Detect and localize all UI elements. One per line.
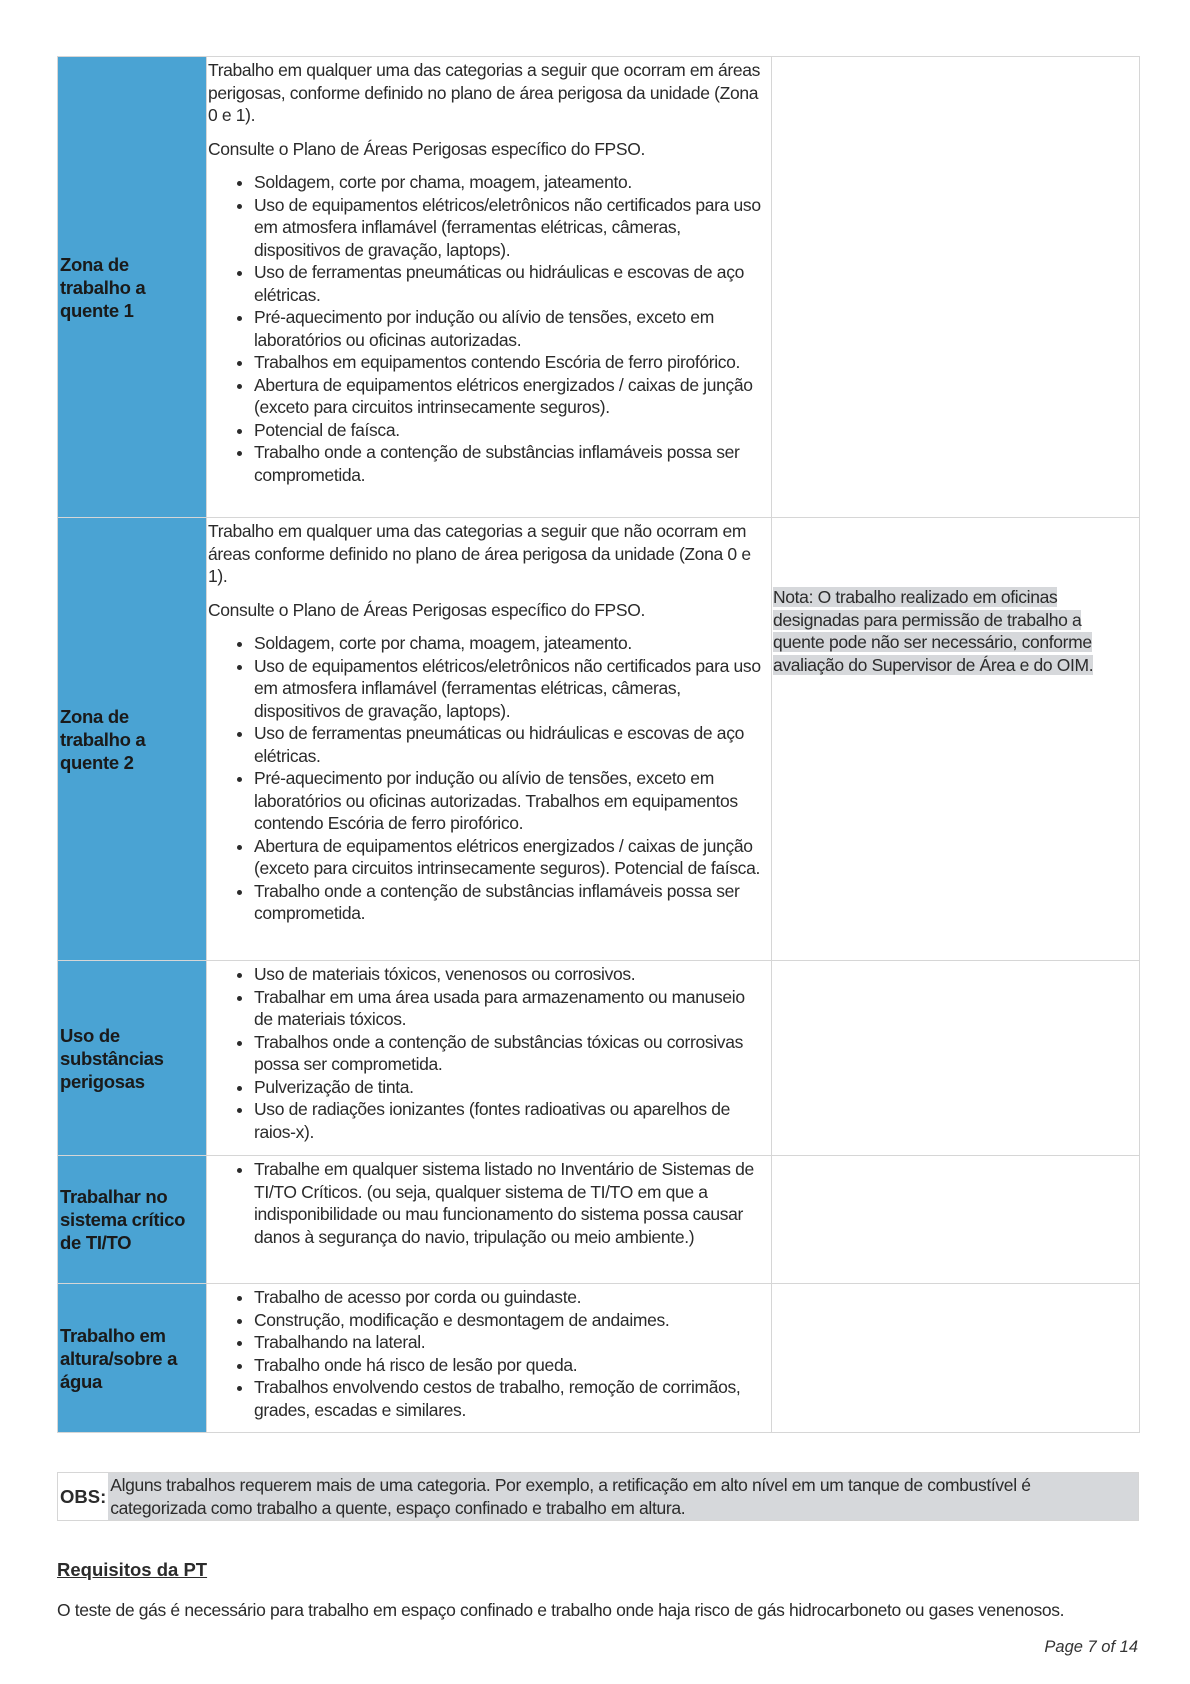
list-item: • Soldagem, corte por chama, moagem, jateamento. [254,632,767,655]
list-item: • Abertura de equipamentos elétricos energizados / caixas de junção (exceto para circuitos intrinsecamente seguros). [254,374,767,419]
work-category-table [57,56,1140,1433]
list-item: • Trabalhos onde a contenção de substâncias tóxicas ou corrosivas possa ser comprometida. [254,1031,767,1076]
list-item: • Trabalho de acesso por corda ou guindaste. [254,1286,767,1309]
obs-box [57,1472,1139,1521]
list-item: • Potencial de faísca. [254,419,767,442]
list-item: • Uso de ferramentas pneumáticas ou hidráulicas e escovas de aço elétricas. [254,261,767,306]
table-row [58,518,1140,961]
row-intro: Trabalho em qualquer uma das categorias a seguir que ocorram em áreas perigosas, conforme definido no plano de área perigosa da unidade (Zona 0 e 1). [208,60,761,125]
obs-text: Alguns trabalhos requerem mais de uma categoria. Por exemplo, a retificação em alto nível em um tanque de combustível é categorizada como trabalho a quente, espaço confinado e trabalho em altura. [108,1473,1138,1520]
item-list [208,171,767,486]
category-cell: Trabalhar no sistema crítico de TI/TO [58,1156,207,1284]
document-page [57,56,1139,1623]
list-item: • Uso de equipamentos elétricos/eletrônicos não certificados para uso em atmosfera inflamável (ferramentas elétricas, câmeras, dispositivos de gravação, laptops). [254,655,767,723]
note-cell [772,1284,1140,1433]
table-row [58,961,1140,1156]
description-cell [207,1284,772,1433]
requirements-text: O teste de gás é necessário para trabalho em espaço confinado e trabalho onde haja risco de gás hidrocarboneto ou gases venenosos. [57,1600,1065,1620]
list-item: • Uso de ferramentas pneumáticas ou hidráulicas e escovas de aço elétricas. [254,722,767,767]
list-item: • Pulverização de tinta. [254,1076,767,1099]
row-consult: Consulte o Plano de Áreas Perigosas específico do FPSO. [208,599,645,620]
list-item: • Uso de radiações ionizantes (fontes radioativas ou aparelhos de raios-x). [254,1098,767,1143]
list-item: • Uso de equipamentos elétricos/eletrônicos não certificados para uso em atmosfera inflamável (ferramentas elétricas, câmeras, dispositivos de gravação, laptops). [254,194,767,262]
obs-label: OBS: [60,1485,107,1507]
list-item: • Trabalhos envolvendo cestos de trabalho, remoção de corrimãos, grades, escadas e similares. [254,1376,767,1421]
note-cell [772,961,1140,1156]
list-item: • Trabalhe em qualquer sistema listado no Inventário de Sistemas de TI/TO Críticos. (ou seja, qualquer sistema de TI/TO em que a indisponibilidade ou mau funcionamento do sistema possa causar danos à segurança do navio, tripulação ou meio ambiente.) [254,1158,767,1248]
list-item: • Pré-aquecimento por indução ou alívio de tensões, exceto em laboratórios ou oficinas autorizadas. Trabalhos em equipamentos contendo Escória de ferro pirofórico. [254,767,767,835]
list-item: • Uso de materiais tóxicos, venenosos ou corrosivos. [254,963,767,986]
note-cell [772,1156,1140,1284]
item-list [208,963,767,1143]
table-row [58,57,1140,518]
row-intro: Trabalho em qualquer uma das categorias a seguir que não ocorram em áreas conforme definido no plano de área perigosa da unidade (Zona 0 e 1). [208,521,751,586]
note-wrapper [772,518,1139,676]
category-cell: Uso de substâncias perigosas [58,961,207,1156]
list-item: • Soldagem, corte por chama, moagem, jateamento. [254,171,767,194]
note-text: Nota: O trabalho realizado em oficinas designadas para permissão de trabalho a quente pode não ser necessário, conforme avaliação do Supervisor de Área e do OIM. [773,587,1094,675]
item-list [208,1286,767,1421]
requirements-title: Requisitos da PT [57,1559,208,1580]
list-item: • Trabalho onde há risco de lesão por queda. [254,1354,767,1377]
description-cell [207,961,772,1156]
table-row [58,1284,1140,1433]
item-list [208,632,767,925]
note-cell [772,518,1140,961]
list-item: • Trabalho onde a contenção de substâncias inflamáveis possa ser comprometida. [254,880,767,925]
row-consult: Consulte o Plano de Áreas Perigosas específico do FPSO. [208,138,645,159]
category-cell: Zona de trabalho a quente 2 [58,518,207,961]
category-cell: Zona de trabalho a quente 1 [58,57,207,518]
list-item: • Trabalho onde a contenção de substâncias inflamáveis possa ser comprometida. [254,441,767,486]
list-item: • Pré-aquecimento por indução ou alívio de tensões, exceto em laboratórios ou oficinas autorizadas. [254,306,767,351]
list-item: • Construção, modificação e desmontagem de andaimes. [254,1309,767,1332]
list-item: • Trabalhando na lateral. [254,1331,767,1354]
item-list [208,1158,767,1248]
note-cell [772,57,1140,518]
list-item: • Abertura de equipamentos elétricos energizados / caixas de junção (exceto para circuitos intrinsecamente seguros). Potencial de faísca. [254,835,767,880]
description-cell [207,518,772,961]
table-row [58,1156,1140,1284]
description-cell [207,1156,772,1284]
description-cell [207,57,772,518]
category-cell: Trabalho em altura/sobre a água [58,1284,207,1433]
page-number: Page 7 of 14 [1044,1638,1138,1656]
list-item: • Trabalhos em equipamentos contendo Escória de ferro pirofórico. [254,351,767,374]
list-item: • Trabalhar em uma área usada para armazenamento ou manuseio de materiais tóxicos. [254,986,767,1031]
